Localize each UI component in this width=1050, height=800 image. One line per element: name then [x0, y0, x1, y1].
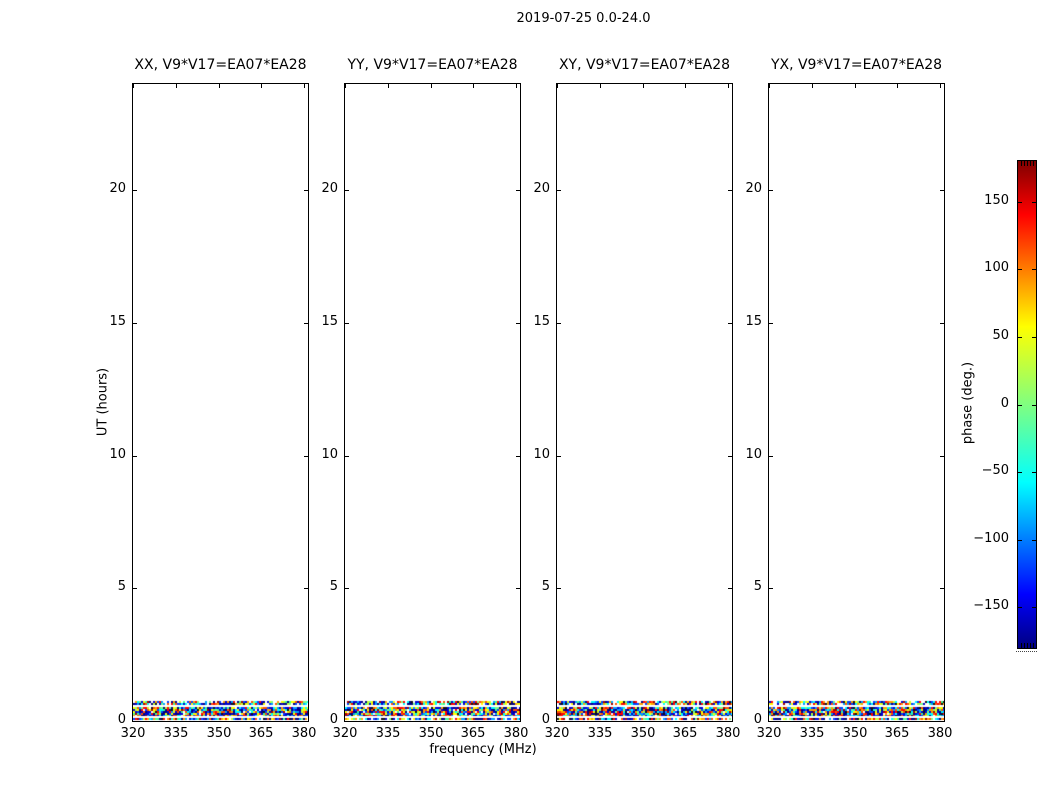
y-tick-right	[940, 323, 944, 324]
x-tick-top	[728, 84, 729, 88]
colorbar-tick-label: 100	[984, 260, 1009, 275]
x-tick-top	[388, 84, 389, 88]
x-tick-top	[345, 84, 346, 88]
colorbar-underline	[1016, 651, 1037, 652]
y-tick-right	[940, 456, 944, 457]
colorbar-tick-label: −150	[973, 598, 1009, 613]
y-tick-label: 0	[541, 712, 550, 727]
y-tick-left	[345, 456, 349, 457]
colorbar-tick-right	[1032, 607, 1036, 608]
x-tick-label: 320	[544, 726, 570, 741]
subplot-axes	[132, 83, 309, 722]
panel-title: XY, V9*V17=EA07*EA28	[558, 57, 731, 73]
x-tick-label: 365	[460, 726, 486, 741]
panel-title: YY, V9*V17=EA07*EA28	[347, 57, 518, 73]
x-tick-top	[812, 84, 813, 88]
colorbar-edge-tick	[1024, 643, 1025, 648]
x-tick-top	[304, 84, 305, 88]
subplot-axes	[556, 83, 733, 722]
x-tick-label: 335	[375, 726, 401, 741]
y-axis-label: UT (hours)	[95, 367, 111, 437]
y-tick-label: 5	[541, 579, 550, 594]
colorbar-tick-label: 0	[1000, 396, 1009, 411]
x-tick-label: 365	[884, 726, 910, 741]
colorbar-tick-left	[1018, 202, 1022, 203]
colorbar-tick-left	[1018, 607, 1022, 608]
y-tick-left	[133, 456, 137, 457]
y-tick-label: 10	[321, 447, 338, 462]
panel-title: XX, V9*V17=EA07*EA28	[134, 57, 307, 73]
x-tick-top	[431, 84, 432, 88]
x-tick-label: 320	[756, 726, 782, 741]
y-tick-left	[557, 456, 561, 457]
colorbar-tick-left	[1018, 540, 1022, 541]
colorbar-edge-tick	[1027, 643, 1028, 648]
colorbar-edge-tick	[1033, 161, 1034, 166]
colorbar-edge-tick	[1024, 161, 1025, 166]
colorbar-label: phase (deg.)	[960, 361, 976, 445]
colorbar-tick-label: 50	[992, 328, 1009, 343]
y-tick-label: 10	[109, 447, 126, 462]
colorbar	[1017, 160, 1037, 649]
x-tick-top	[600, 84, 601, 88]
x-tick-top	[261, 84, 262, 88]
y-tick-label: 15	[533, 314, 550, 329]
x-tick-label: 350	[418, 726, 444, 741]
x-tick-top	[643, 84, 644, 88]
x-tick-top	[855, 84, 856, 88]
x-tick-top	[516, 84, 517, 88]
y-tick-label: 15	[321, 314, 338, 329]
y-tick-left	[133, 323, 137, 324]
colorbar-tick-right	[1032, 405, 1036, 406]
y-tick-left	[133, 588, 137, 589]
y-tick-label: 0	[329, 712, 338, 727]
y-tick-left	[345, 588, 349, 589]
phase-noise-strip	[345, 700, 520, 721]
x-tick-top	[685, 84, 686, 88]
y-tick-label: 15	[745, 314, 762, 329]
y-tick-label: 20	[321, 181, 338, 196]
y-tick-left	[769, 456, 773, 457]
colorbar-tick-right	[1032, 202, 1036, 203]
x-tick-label: 350	[842, 726, 868, 741]
y-tick-label: 0	[117, 712, 126, 727]
x-tick-label: 320	[120, 726, 146, 741]
y-tick-left	[345, 323, 349, 324]
x-tick-top	[133, 84, 134, 88]
y-tick-label: 10	[745, 447, 762, 462]
colorbar-tick-left	[1018, 472, 1022, 473]
x-tick-top	[940, 84, 941, 88]
y-tick-right	[940, 190, 944, 191]
phase-noise-strip	[557, 700, 732, 721]
x-tick-top	[557, 84, 558, 88]
y-tick-left	[769, 190, 773, 191]
y-tick-left	[769, 323, 773, 324]
x-tick-label: 380	[291, 726, 317, 741]
y-tick-left	[769, 588, 773, 589]
colorbar-edge-tick	[1033, 643, 1034, 648]
x-tick-top	[769, 84, 770, 88]
y-tick-label: 5	[117, 579, 126, 594]
y-tick-left	[557, 588, 561, 589]
phase-noise-strip	[769, 700, 944, 721]
subplot-axes	[768, 83, 945, 722]
colorbar-edge-tick	[1021, 643, 1022, 648]
x-tick-label: 380	[927, 726, 953, 741]
colorbar-edge-tick	[1030, 161, 1031, 166]
x-tick-top	[897, 84, 898, 88]
panel-title: YX, V9*V17=EA07*EA28	[770, 57, 943, 73]
y-tick-left	[133, 190, 137, 191]
y-tick-label: 5	[329, 579, 338, 594]
colorbar-tick-left	[1018, 269, 1022, 270]
colorbar-tick-right	[1032, 472, 1036, 473]
colorbar-tick-label: −100	[973, 531, 1009, 546]
x-tick-label: 335	[587, 726, 613, 741]
figure-title: 2019-07-25 0.0-24.0	[516, 11, 651, 26]
colorbar-edge-tick	[1021, 161, 1022, 166]
y-tick-label: 20	[109, 181, 126, 196]
colorbar-tick-right	[1032, 540, 1036, 541]
y-tick-label: 20	[745, 181, 762, 196]
x-tick-label: 365	[672, 726, 698, 741]
colorbar-tick-left	[1018, 337, 1022, 338]
x-tick-top	[473, 84, 474, 88]
x-tick-top	[219, 84, 220, 88]
x-axis-label: frequency (MHz)	[429, 742, 537, 757]
colorbar-tick-label: −50	[981, 463, 1009, 478]
colorbar-tick-right	[1032, 337, 1036, 338]
x-tick-label: 350	[630, 726, 656, 741]
y-tick-left	[345, 190, 349, 191]
y-tick-label: 20	[533, 181, 550, 196]
x-tick-top	[176, 84, 177, 88]
colorbar-edge-tick	[1027, 161, 1028, 166]
y-tick-right	[940, 588, 944, 589]
x-tick-label: 380	[503, 726, 529, 741]
colorbar-tick-label: 150	[984, 193, 1009, 208]
x-tick-label: 320	[332, 726, 358, 741]
y-tick-label: 0	[753, 712, 762, 727]
phase-noise-strip	[133, 700, 308, 721]
x-tick-label: 350	[206, 726, 232, 741]
x-tick-label: 335	[163, 726, 189, 741]
x-tick-label: 365	[248, 726, 274, 741]
y-tick-label: 15	[109, 314, 126, 329]
colorbar-edge-tick	[1030, 643, 1031, 648]
colorbar-tick-left	[1018, 405, 1022, 406]
y-tick-left	[557, 323, 561, 324]
colorbar-tick-right	[1032, 269, 1036, 270]
subplot-axes	[344, 83, 521, 722]
x-tick-label: 335	[799, 726, 825, 741]
y-tick-left	[557, 190, 561, 191]
y-tick-label: 5	[753, 579, 762, 594]
y-tick-label: 10	[533, 447, 550, 462]
x-tick-label: 380	[715, 726, 741, 741]
